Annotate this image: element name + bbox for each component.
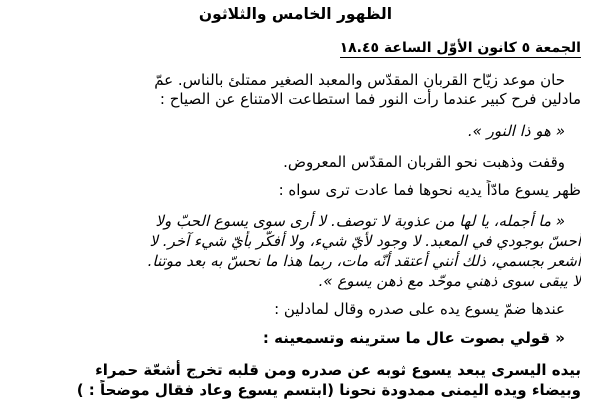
paragraph-line: بيده اليسرى يبعد يسوع ثوبه عن صدره ومن قلبه تخرج أشعّة حمراء (95, 361, 581, 379)
date-text: الجمعة ٥ كانون الأوّل الساعة ١٨.٤٥ (339, 40, 581, 56)
paragraph-line: وقفت وذهبت نحو القربان المقدّس المعروض. (283, 153, 565, 171)
quote-line: « ما أجمله، يا لها من عذوبة لا توصف. لا أرى سوى يسوع الحبّ ولا (155, 212, 565, 230)
page-title: الظهور الخامس والثلاثون (198, 5, 393, 23)
paragraph-line: حان موعد زيّاح القربان المقدّس والمعبد الصغير ممتلئ بالناس. عمّ (154, 71, 565, 89)
paragraph-line: مادلين فرح كبير عندما رأت النور فما استطاعت الامتناع عن الصياح : (159, 90, 581, 108)
paragraph-line: عندها ضمّ يسوع يده على صدره وقال لمادلين : (274, 300, 565, 318)
paragraph-line: ظهر يسوع مادّاً يديه نحوها فما عادت ترى سواه : (278, 181, 581, 199)
quote-line: أحسّ بوجودي في المعبد. لا وجود لأيّ شيء، ولا أفكّر بأيّ شيء آخر. لا (149, 232, 581, 250)
quote-line: أشعر بجسمي، ذلك أنني أعتقد أنّه مات، ربما هذا ما نحسّ به بعد موتنا. (147, 252, 581, 270)
date-heading (10, 38, 581, 58)
quote-line: « هو ذا النور ». (467, 122, 565, 140)
quote-line: « قولي بصوت عال ما سترينه وتسمعينه : (262, 329, 565, 347)
paragraph-line: وبيضاء ويده اليمنى ممدودة نحونا (ابتسم يسوع وعاد فقال موضحاً : ) (76, 381, 581, 399)
quote-line: لا يبقى سوى ذهني موحّد مع ذهن يسوع ». (318, 272, 581, 290)
